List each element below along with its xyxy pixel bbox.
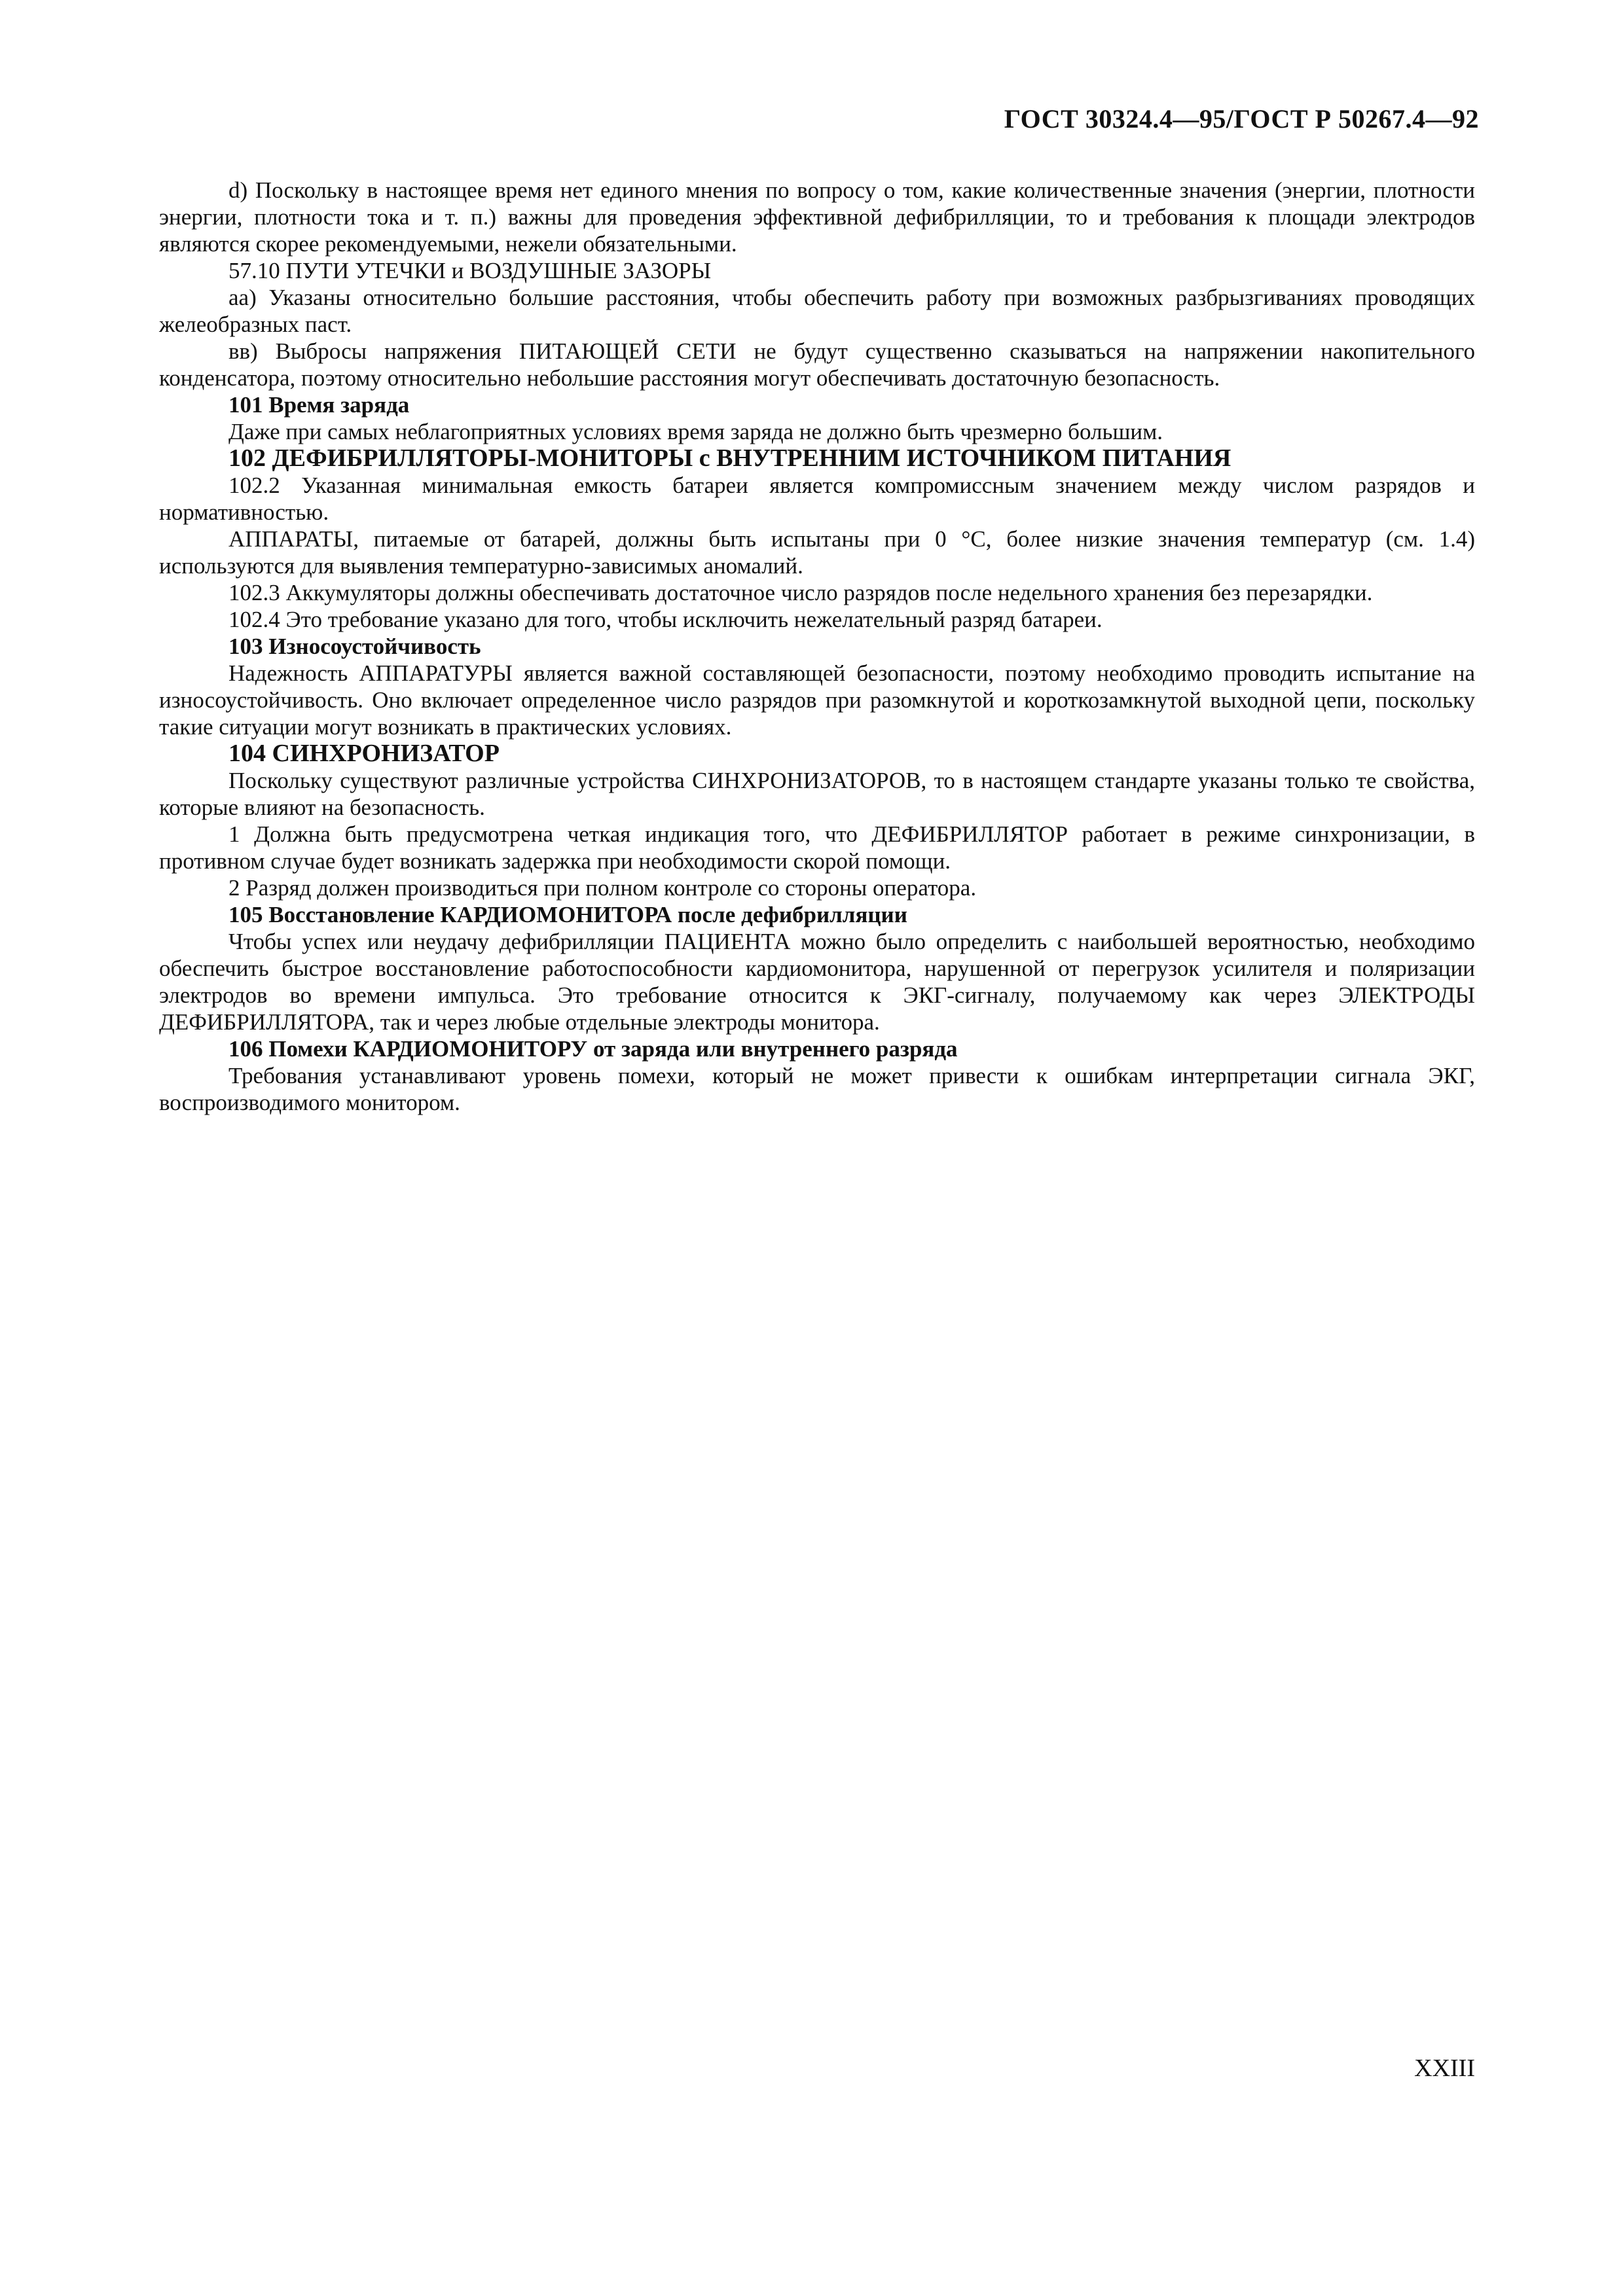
page-header-standard-code: ГОСТ 30324.4—95/ГОСТ Р 50267.4—92 — [1004, 104, 1479, 134]
paragraph-battery-testing: АППАРАТЫ, питаемые от батарей, должны быть испытаны при 0 °С, более низкие значения температур (см. 1.4) используются для выявления температурно-зависимых аномалий. — [159, 526, 1475, 579]
paragraph-102-4: 102.4 Это требование указано для того, чтобы исключить нежелательный разряд батареи. — [228, 607, 1103, 632]
section-103-heading: 103 Износоустойчивость — [228, 634, 481, 659]
section-101-heading: 101 Время заряда — [228, 392, 410, 418]
paragraph-synchronizers: Поскольку существуют различные устройства СИНХРОНИЗАТОРОВ, то в настоящем стандарте указаны только те свойства, которые влияют на безопасность. — [159, 768, 1475, 820]
section-104-heading: 104 СИНХРОНИЗАТОР — [228, 740, 500, 767]
paragraph-reliability: Надежность АППАРАТУРЫ является важной составляющей безопасности, поэтому необходимо проводить испытание на износоустойчивость. Оно включает определенное число разрядов при разомкнутой и короткозамкнутой выходной цепи, поскольку такие ситуации могут возникать в практических условиях. — [159, 660, 1475, 740]
section-102-heading: 102 ДЕФИБРИЛЛЯТОРЫ-МОНИТОРЫ с ВНУТРЕННИМ ИСТОЧНИКОМ ПИТАНИЯ — [228, 444, 1231, 472]
paragraph-interference: Требования устанавливают уровень помехи, который не может привести к ошибкам интерпретации сигнала ЭКГ, воспроизводимого монитором. — [159, 1063, 1475, 1115]
section-105-heading: 105 Восстановление КАРДИОМОНИТОРА после дефибрилляции — [228, 902, 907, 927]
paragraph-monitor-recovery: Чтобы успех или неудачу дефибрилляции ПАЦИЕНТА можно было определить с наибольшей вероятностью, необходимо обеспечить быстрое восстановление работоспособности кардиомонитора, нарушенной от перегрузок усилителя и поляризации электродов во времени импульса. Это требование относится к ЭКГ-сигналу, получаемому как через ЭЛЕКТРОДЫ ДЕФИБРИЛЛЯТОРА, так и через любые отдельные электроды монитора. — [159, 929, 1475, 1035]
paragraph-102-3: 102.3 Аккумуляторы должны обеспечивать достаточное число разрядов после недельного хранения без перезарядки. — [228, 580, 1373, 605]
paragraph-aa-distances: аа) Указаны относительно большие расстояния, чтобы обеспечить работу при возможных разбрызгиваниях проводящих желеобразных паст. — [159, 285, 1475, 337]
section-57-10-title: 57.10 ПУТИ УТЕЧКИ и ВОЗДУШНЫЕ ЗАЗОРЫ — [228, 258, 712, 283]
paragraph-d-electrode-area: d) Поскольку в настоящее время нет единого мнения по вопросу о том, какие количественные значения (энергии, плотности энергии, плотности тока и т. п.) важны для проведения эффективной дефибрилляции, то и требования к площади электродов являются скорее рекомендуемыми, нежели обязательными. — [159, 177, 1475, 257]
paragraph-sync-indication: 1 Должна быть предусмотрена четкая индикация того, что ДЕФИБРИЛЛЯТОР работает в режиме синхронизации, в противном случае будет возникать задержка при необходимости скорой помощи. — [159, 821, 1475, 874]
paragraph-charge-time: Даже при самых неблагоприятных условиях время заряда не должно быть чрезмерно большим. — [228, 419, 1163, 444]
paragraph-operator-control: 2 Разряд должен производиться при полном контроле со стороны оператора. — [228, 875, 977, 901]
paragraph-vv-mains-voltage: вв) Выбросы напряжения ПИТАЮЩЕЙ СЕТИ не будут существенно сказываться на напряжении накопительного конденсатора, поэтому относительно небольшие расстояния могут обеспечивать достаточную безопасность. — [159, 338, 1475, 391]
section-106-heading: 106 Помехи КАРДИОМОНИТОРУ от заряда или внутреннего разряда — [228, 1036, 958, 1062]
page-number: XXIII — [1414, 2054, 1475, 2082]
document-body — [159, 177, 1475, 1116]
paragraph-102-2: 102.2 Указанная минимальная емкость батареи является компромиссным значением между числом разрядов и нормативностью. — [159, 473, 1475, 525]
